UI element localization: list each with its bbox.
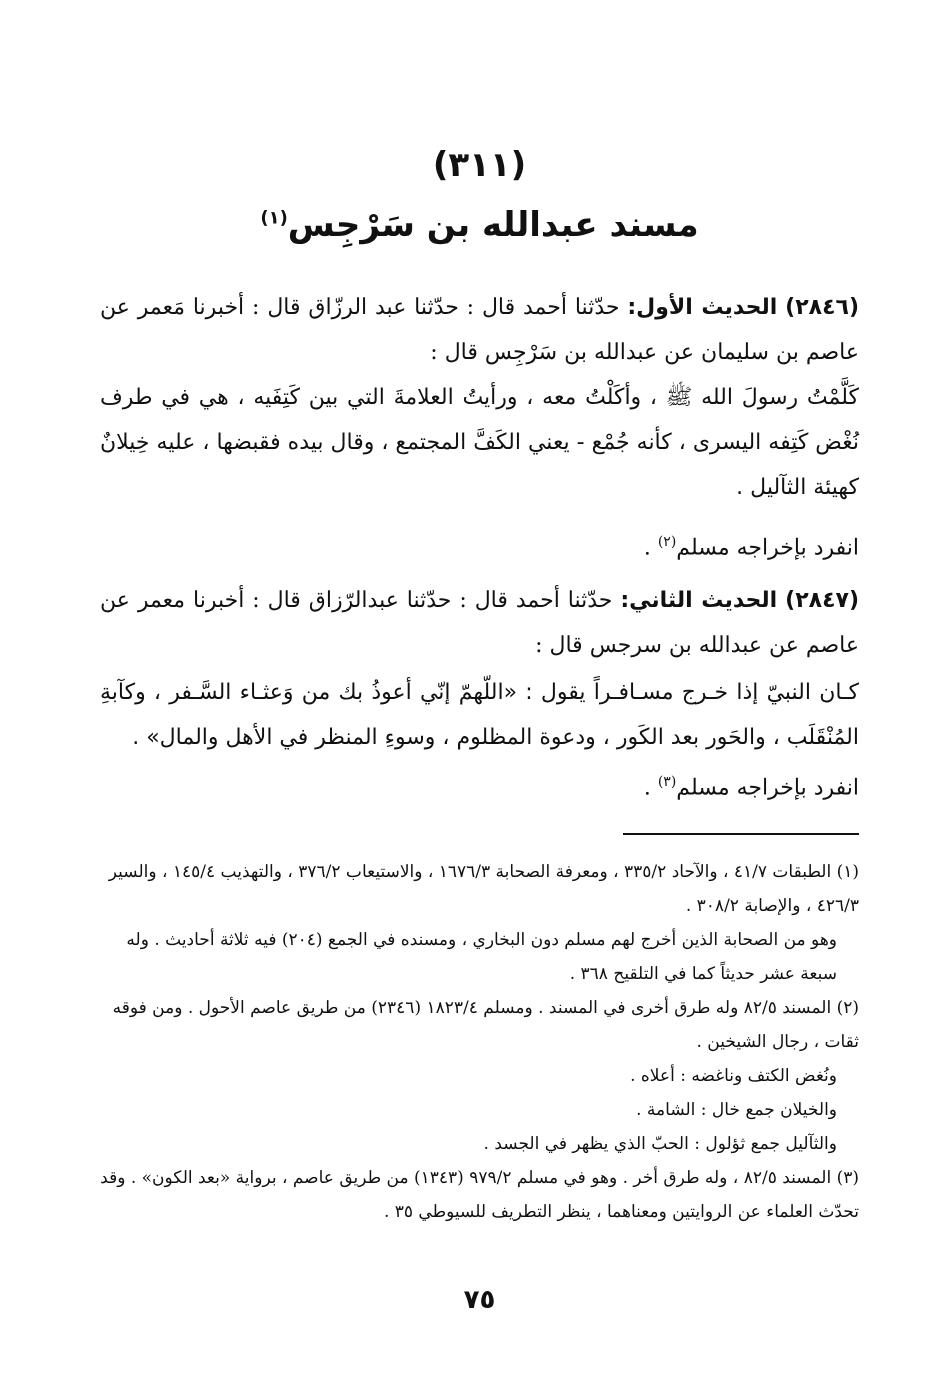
hadith-2-note (100, 760, 859, 810)
footnote-3: (٣) المسند ٨٢/٥ ، وله طرق أخر . وهو في مسلم ٩٧٩/٢ (١٣٤٣) من طريق عاصم ، برواية «بعد الكون» . وقد تحدّث العلماء عن الروايتين ومعناهما ، ينظر التطريف للسيوطي ٣٥ . (100, 1168, 859, 1222)
footnote-divider (623, 833, 859, 835)
section-title-footnote-ref: (١) (260, 207, 288, 229)
hadith-1-footnote-ref: (٢) (657, 534, 677, 550)
page-number: ٧٥ (463, 1285, 496, 1315)
hadith-2-matn: كـان النبيّ إذا خـرج مسـافـراً يقول : «اللّهمّ إنّي أعوذُ بك من وَعثـاء السَّـفر ، وكآبةِ المُنْقَلَب ، والحَور بعد الكَور ، ودعوة المظلوم ، وسوءِ المنظر في الأهل والمال» . (100, 680, 859, 750)
hadith-2-isnad-text: حدّثنا أحمد قال : حدّثنا عبدالرّزاق قال : أخبرنا معمر عن عاصم عن عبدالله بن سرجس قال : (100, 588, 859, 658)
section-title (100, 205, 859, 245)
hadith-1-note-text: انفرد بإخراجه مسلم (676, 535, 859, 561)
hadith-1-matn: كَلَّمْتُ رسولَ الله ﷺ ، وأكَلْتُ معه ، ورأيتُ العلامةَ التي بين كَتِفَيه ، هي في طرف نُغْض كَتِفه اليسرى ، كأنه جُمْع - يعني الكَفَّ المجتمع ، وقال بيده فقبضها ، عليه خِيلانٌ كهيئة الثآليل . (100, 385, 859, 500)
chapter-number: (٣١١) (432, 145, 527, 185)
hadith-1-note (100, 520, 859, 570)
footnote-2-extra-2: والخيلان جمع خال : الشامة . (636, 1100, 837, 1120)
hadith-2-number: (٢٨٤٧) (785, 588, 860, 613)
footnote-1-extra: وهو من الصحابة الذين أخرج لهم مسلم دون البخاري ، ومسنده في الجمع (٢٠٤) فيه ثلاثة أحاديث . وله سبعة عشر حديثاً كما في التلقيح ٣٦٨ . (126, 930, 837, 984)
hadith-2-footnote-ref: (٣) (657, 774, 677, 790)
footnotes (100, 855, 859, 1229)
hadith-2-note-text: انفرد بإخراجه مسلم (676, 775, 859, 801)
section-title-text: مسند عبدالله بن سَرْجِس (287, 205, 699, 245)
footnote-1: (١) الطبقات ٤١/٧ ، والآحاد ٣٣٥/٢ ، ومعرفة الصحابة ١٦٧٦/٣ ، والاستيعاب ٣٧٦/٢ ، والتهذيب ١٤٥/٤ ، والسير ٤٢٦/٣ ، والإصابة ٣٠٨/٢ . (108, 862, 859, 916)
footnote-2-extra-1: ونُغض الكتف وناغضه : أعلاه . (630, 1066, 837, 1086)
hadith-1-number: (٢٨٤٦) (785, 295, 859, 320)
hadith-1-note-end: . (643, 535, 658, 561)
hadith-2-label: الحديث الثاني: (620, 588, 778, 613)
book-page (100, 0, 859, 1381)
footnote-2-extra-3: والثآليل جمع ثؤلول : الحبّ الذي يظهر في الجسد . (483, 1134, 837, 1154)
hadith-1-isnad-text: حدّثنا أحمد قال : حدّثنا عبد الرزّاق قال : أخبرنا مَعمر عن عاصم بن سليمان عن عبدالله بن سَرْجِس قال : (100, 295, 859, 365)
hadith-1-isnad (100, 285, 859, 375)
hadith-1-label: الحديث الأول: (627, 295, 778, 320)
hadith-2-note-end: . (643, 775, 658, 801)
hadith-2-isnad (100, 578, 859, 668)
footnote-2: (٢) المسند ٨٢/٥ وله طرق أخرى في المسند . ومسلم ١٨٢٣/٤ (٢٣٤٦) من طريق عاصم الأحول . ومن فوقه ثقات ، رجال الشيخين . (112, 998, 859, 1052)
